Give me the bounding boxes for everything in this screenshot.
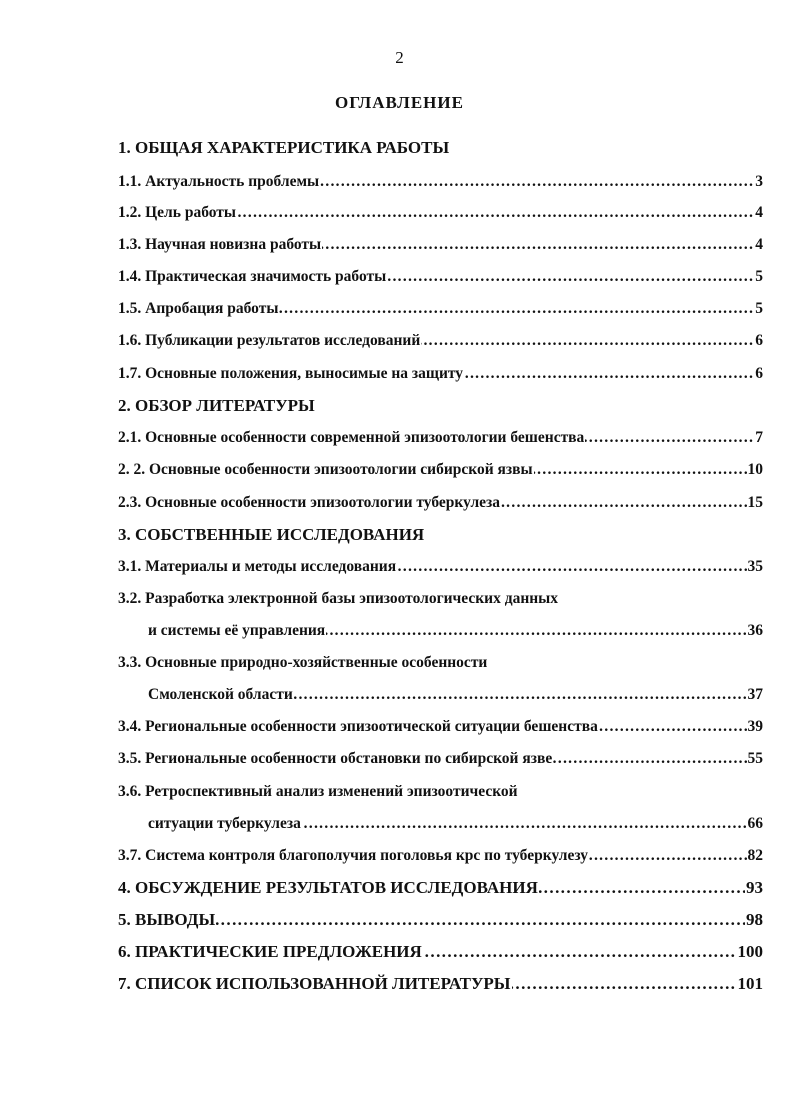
toc-entry-page: 55: [747, 748, 764, 770]
toc-entry-text: 1. ОБЩАЯ ХАРАКТЕРИСТИКА РАБОТЫ: [118, 138, 450, 157]
toc-entry-3-6[interactable]: [118, 781, 763, 803]
toc-entry-text: 3.1. Материалы и методы исследования: [118, 556, 397, 578]
toc-entry-text: 1.1. Актуальность проблемы: [118, 171, 320, 193]
toc-entry-text: 3.3. Основные природно-хозяйственные особенности: [118, 652, 488, 674]
toc-entry-3-2-cont[interactable]: [148, 620, 763, 642]
toc-entry-3-4[interactable]: [118, 716, 763, 738]
toc-entry-3-7[interactable]: [118, 845, 763, 867]
toc-entry-1-4[interactable]: [118, 266, 763, 288]
toc-entry-text: 7. СПИСОК ИСПОЛЬЗОВАННОЙ ЛИТЕРАТУРЫ: [118, 974, 511, 993]
toc-entry-2-2[interactable]: [118, 459, 763, 481]
toc-entry-text: 1.3. Научная новизна работы: [118, 234, 322, 256]
toc-heading-3: [118, 524, 763, 546]
toc-entry-page: 39: [747, 716, 764, 738]
toc-entry-text: 3.2. Разработка электронной базы эпизоотологических данных: [118, 588, 559, 610]
toc-entry-2-3[interactable]: [118, 492, 763, 514]
toc-entry-page: 7: [754, 427, 763, 449]
toc-entry-1-2[interactable]: [118, 202, 763, 224]
toc-entry-text: 2. 2. Основные особенности эпизоотологии сибирской язвы: [118, 459, 534, 481]
toc-entry-text: 3. СОБСТВЕННЫЕ ИССЛЕДОВАНИЯ: [118, 525, 425, 544]
toc-heading-2: [118, 395, 763, 417]
toc-entry-text: 4. ОБСУЖДЕНИЕ РЕЗУЛЬТАТОВ ИССЛЕДОВАНИЯ: [118, 878, 538, 897]
toc-entry-text: 6. ПРАКТИЧЕСКИЕ ПРЕДЛОЖЕНИЯ: [118, 942, 422, 961]
toc-entry-3-5[interactable]: [118, 748, 763, 770]
toc-entry-text: и системы её управления: [148, 620, 326, 642]
toc-entry-4[interactable]: [118, 877, 763, 899]
toc-entry-text: 2. ОБЗОР ЛИТЕРАТУРЫ: [118, 396, 315, 415]
toc-entry-text: Смоленской области: [148, 684, 294, 706]
toc-entry-text: 3.6. Ретроспективный анализ изменений эпизоотической: [118, 781, 519, 803]
toc-entry-page: 5: [754, 298, 763, 320]
toc-entry-page: 82: [747, 845, 764, 867]
toc-entry-text: 3.5. Региональные особенности обстановки по сибирской язве: [118, 748, 553, 770]
toc-entry-page: 6: [754, 363, 763, 385]
toc-entry-3-3[interactable]: [118, 652, 763, 674]
toc-entry-page: 3: [754, 171, 763, 193]
toc-entry-text: 1.4. Практическая значимость работы: [118, 266, 387, 288]
toc-title: ОГЛАВЛЕНИЕ: [335, 93, 464, 112]
toc-entry-page: 4: [754, 202, 763, 224]
toc-entry-text: 3.7. Система контроля благополучия поголовья крс по туберкулезу: [118, 845, 589, 867]
toc-entry-page: 36: [747, 620, 764, 642]
toc-entry-1-6[interactable]: [118, 330, 763, 352]
toc-entry-page: 4: [754, 234, 763, 256]
toc-entry-text: 2.3. Основные особенности эпизоотологии туберкулеза: [118, 492, 501, 514]
toc-entry-1-7[interactable]: [118, 363, 763, 385]
toc-entry-1-1[interactable]: [118, 171, 763, 193]
toc-entry-text: 5. ВЫВОДЫ: [118, 910, 216, 929]
page-number: 2: [395, 48, 404, 67]
toc-entry-page: 93: [746, 878, 763, 897]
toc-entry-3-1[interactable]: [118, 556, 763, 578]
toc-entry-2-1[interactable]: [118, 427, 763, 449]
toc-entry-text: 1.7. Основные положения, выносимые на защиту: [118, 363, 464, 385]
toc-entry-page: 98: [746, 910, 763, 929]
toc-entry-3-6-cont[interactable]: [148, 813, 763, 835]
toc-heading-1: [118, 137, 763, 159]
toc-entry-page: 100: [737, 942, 763, 961]
toc-entry-page: 15: [747, 492, 764, 514]
toc-entry-5[interactable]: [118, 909, 763, 931]
toc-entry-text: 2.1. Основные особенности современной эпизоотологии бешенства: [118, 427, 585, 449]
toc-entry-text: 1.6. Публикации результатов исследований: [118, 330, 421, 352]
toc-entry-3-3-cont[interactable]: [148, 684, 763, 706]
toc-entry-page: 5: [754, 266, 763, 288]
toc-entry-3-2[interactable]: [118, 588, 763, 610]
toc-entry-page: 6: [754, 330, 763, 352]
toc-entry-page: 66: [747, 813, 764, 835]
toc-entry-1-5[interactable]: [118, 298, 763, 320]
toc-entry-7[interactable]: [118, 973, 763, 995]
toc-entry-page: 35: [747, 556, 764, 578]
toc-entry-page: 37: [747, 684, 764, 706]
toc-entry-text: 3.4. Региональные особенности эпизоотической ситуации бешенства: [118, 716, 599, 738]
toc-entry-page: 101: [737, 974, 763, 993]
toc-entry-1-3[interactable]: [118, 234, 763, 256]
toc-entry-text: 1.2. Цель работы: [118, 202, 237, 224]
toc-entry-page: 10: [747, 459, 764, 481]
toc-entry-text: ситуации туберкулеза: [148, 813, 302, 835]
toc-entry-6[interactable]: [118, 941, 763, 963]
toc-entry-text: 1.5. Апробация работы: [118, 298, 279, 320]
